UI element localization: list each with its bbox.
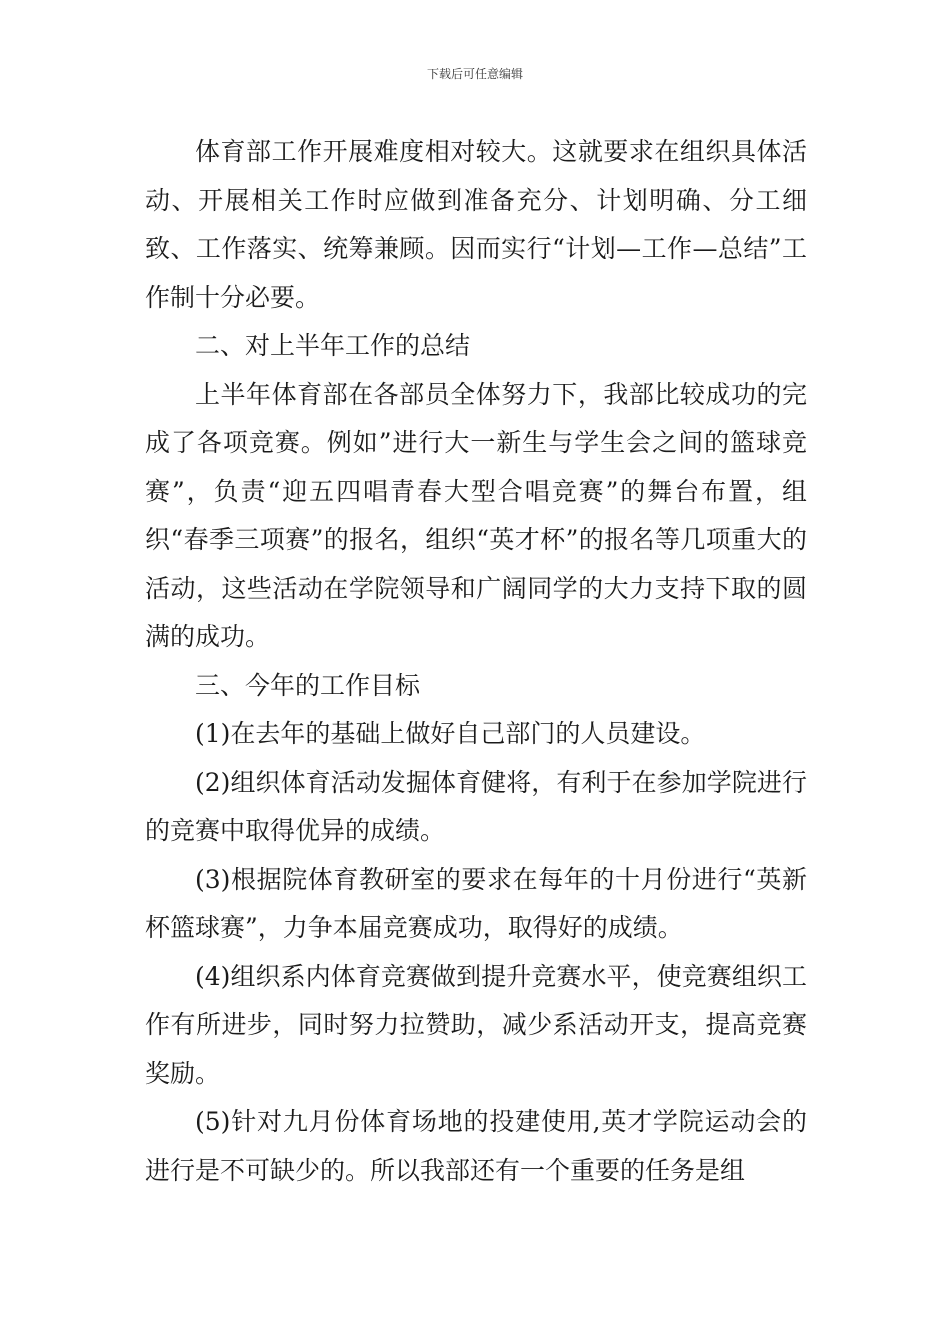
paragraph-intro: 体育部工作开展难度相对较大。这就要求在组织具体活动、开展相关工作时应做到准备充分、计划明确、分工细致、工作落实、统筹兼顾。因而实行“计划—工作—总结”工作制十分必要。: [145, 137, 807, 312]
section-heading-2: 二、对上半年工作的总结: [195, 331, 471, 360]
paragraph-summary: 上半年体育部在各部员全体努力下，我部比较成功的完成了各项竞赛。例如”进行大一新生与学生会之间的篮球竞赛”，负责“迎五四唱青春大型合唱竞赛”的舞台布置，组织“春季三项赛”的报名，组织“英才杯”的报名等几项重大的活动，这些活动在学院领导和广阔同学的大力支持下取的圆满的成功。: [145, 379, 807, 651]
goal-item-2: (2)组织体育活动发掘体育健将，有利于在参加学院进行的竞赛中取得优异的成绩。: [145, 767, 807, 845]
goal-item-4: (4)组织系内体育竞赛做到提升竞赛水平，使竞赛组织工作有所进步，同时努力拉赞助，减少系活动开支，提高竞赛奖励。: [145, 961, 807, 1088]
goal-item-3: (3)根据院体育教研室的要求在每年的十月份进行“英新杯篮球赛”，力争本届竞赛成功，取得好的成绩。: [145, 864, 807, 942]
section-heading-3: 三、今年的工作目标: [195, 670, 421, 700]
document-body: [145, 128, 807, 1195]
goal-item-1: (1)在去年的基础上做好自己部门的人员建设。: [195, 719, 706, 748]
goal-item-5: (5)针对九月份体育场地的投建使用,英才学院运动会的进行是不可缺少的。所以我部还有一个重要的任务是组: [145, 1107, 807, 1185]
page-header: 下载后可任意编辑: [426, 67, 523, 81]
